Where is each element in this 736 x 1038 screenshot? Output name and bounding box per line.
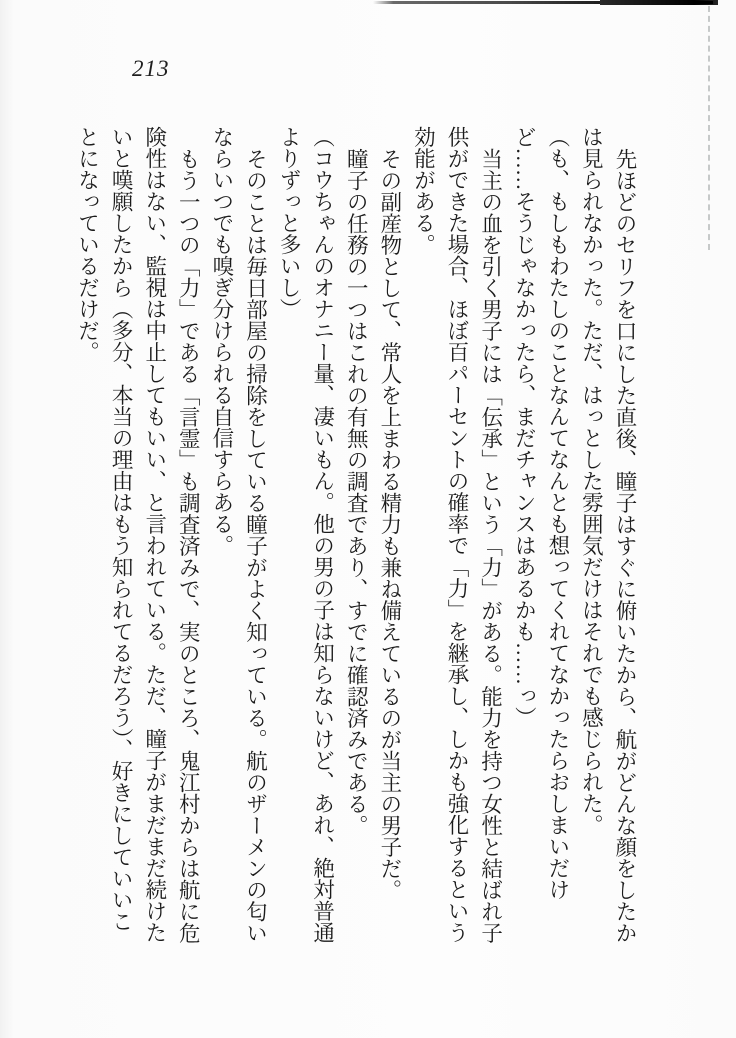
scan-artifact-dashed-page-edge [708, 6, 710, 250]
paragraph-monologue: （コウちゃんのオナニー量、凄いもん。他の男の子は知らないけど、あれ、絶対普通よりずっと多いし） [277, 126, 335, 943]
paragraph: 瞳子の任務の一つはこれの有無の調査であり、すでに確認済みである。 [344, 147, 369, 836]
body-text [69, 126, 641, 944]
paragraph-monologue: （も、もしもわたしのことなんてなんとも想ってくれてなかったらおしまいだけど……そうじゃなかったら、まだチャンスはあるかも……っ） [512, 126, 570, 900]
paragraph: もう一つの「力」である「言霊」も調査済みで、実のところ、鬼江村からは航に危険性はない、監視は中止してもいい、と言われている。ただ、瞳子がまだまだ続けたいと嘆願したから（多分、本当の理由はもう知られてるだろう）、好きにしていいことになっているだけだ。 [75, 126, 201, 943]
scan-artifact-top-edge-line-dark [600, 0, 718, 5]
paragraph: その副産物として、常人を上まわる精力も兼ね備えているのが当主の男子だ。 [377, 147, 402, 900]
paragraph: 先ほどのセリフを口にした直後、瞳子はすぐに俯いたから、航がどんな顔をしたかは見られなかった。ただ、はっとした雰囲気だけはそれでも感じられた。 [579, 126, 637, 943]
page-number: 213 [132, 56, 170, 81]
paragraph: そのことは毎日部屋の掃除をしている瞳子がよく知っている。航のザーメンの匂いならいつでも嗅ぎ分けられる自信すらある。 [209, 126, 268, 943]
paragraph: 当主の血を引く男子には「伝承」という「力」がある。能力を持つ女性と結ばれ子供ができた場合、ほぼ百パーセントの確率で「力」を継承し、しかも強化するという効能がある。 [411, 126, 503, 943]
